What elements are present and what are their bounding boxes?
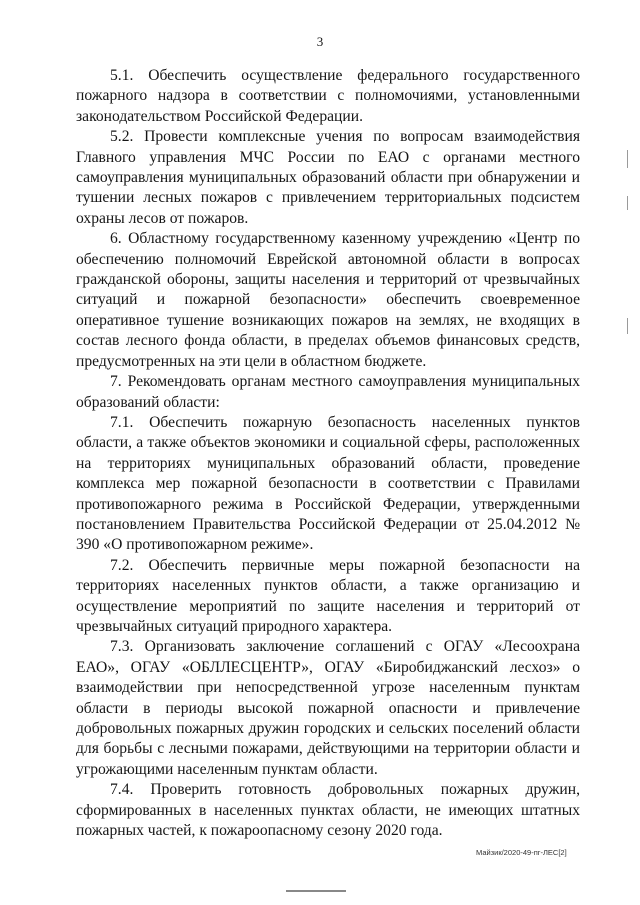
paragraph-5-2: 5.2. Провести комплексные учения по вопросам взаимодействия Главного управления МЧС России по ЕАО с органами местного самоуправления муниципальных образований области при обнаружении и тушении лесных пожаров с привлечением территориальных подсистем охраны лесов от пожаров. (76, 128, 580, 227)
body-text (76, 66, 580, 841)
paragraph-6: 6. Областному государственному казенному учреждению «Центр по обеспечению полномочий Еврейской автономной области в вопросах гражданской обороны, защиты населения и территорий от чрезвычайных ситуаций и пожарной безопасности» обеспечить своевременное оперативное тушение возникающих пожаров на землях, не входящих в состав лесного фонда области, в пределах объемов финансовых средств, предусмотренных на эти цели в областном бюджете. (76, 230, 580, 370)
scan-edge-mark (627, 196, 628, 210)
paragraph-7: 7. Рекомендовать органам местного самоуправления муниципальных образований области: (76, 373, 580, 411)
paragraph-7-1: 7.1. Обеспечить пожарную безопасность населенных пунктов области, а также объектов экономики и социальной сферы, расположенных на территориях муниципальных образований области, проведение комплекса мер пожарной безопасности в соответствии с Правилами противопожарного режима в Российской Федерации, утвержденными постановлением Правительства Российской Федерации от 25.04.2012 № 390 «О противопожарном режиме». (76, 413, 580, 554)
scan-edge-mark (627, 318, 628, 334)
paragraph-7-2: 7.2. Обеспечить первичные меры пожарной безопасности на территориях населенных пунктов области, а также организацию и осуществление мероприятий по защите населения и территорий от чрезвычайных ситуаций природного характера. (76, 556, 580, 635)
scan-mark-bottom (286, 890, 346, 892)
paragraph-7-3: 7.3. Организовать заключение соглашений с ОГАУ «Лесоохрана ЕАО», ОГАУ «ОБЛЛЕСЦЕНТР», ОГАУ «Биробиджанский лесхоз» о взаимодействии при непосредственной угрозе населенным пунктам области в периоды высокой пожарной опасности и привлечение добровольных пожарных дружин городских и сельских поселений области для борьбы с лесными пожарами, действующими на территории области и угрожающими населенным пунктам области. (76, 638, 580, 778)
document-footer-code: Майзик/2020-49-пг-ЛЕС[2] (476, 848, 567, 857)
paragraph-5-1: 5.1. Обеспечить осуществление федерального государственного пожарного надзора в соответствии с полномочиями, установленными законодательством Российской Федерации. (76, 67, 580, 125)
page-number: 3 (316, 34, 324, 49)
paragraph-7-4: 7.4. Проверить готовность добровольных пожарных дружин, сформированных в населенных пунктах области, не имеющих штатных пожарных частей, к пожароопасному сезону 2020 года. (76, 781, 580, 840)
scan-edge-mark (627, 150, 628, 168)
